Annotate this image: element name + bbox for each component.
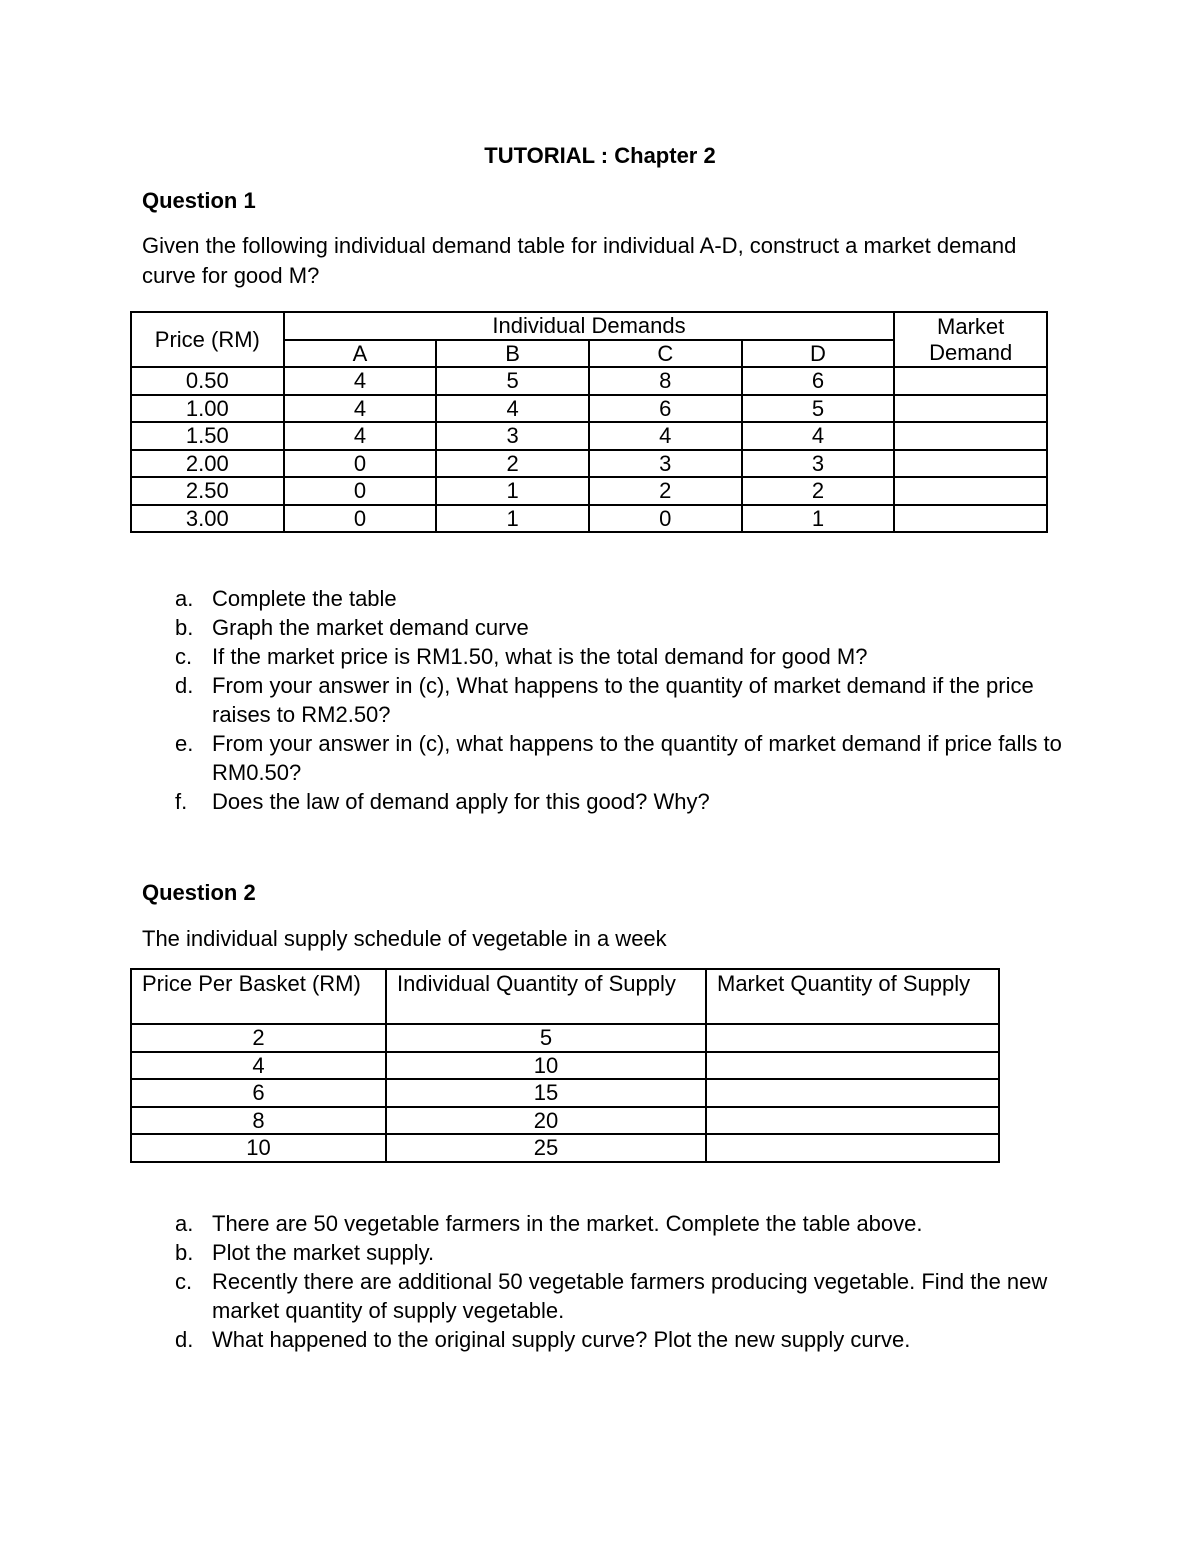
cell-a: 4 [284, 367, 437, 395]
cell-market [894, 367, 1047, 395]
list-marker: f. [175, 789, 188, 814]
market-quantity-header: Market Quantity of Supply [706, 969, 999, 1024]
list-item [172, 1325, 1072, 1354]
cell-individual: 5 [386, 1024, 706, 1052]
price-header: Price (RM) [131, 312, 284, 367]
list-marker: c. [175, 644, 193, 669]
list-item [172, 671, 1072, 729]
list-text: There are 50 vegetable farmers in the market. Complete the table above. [212, 1211, 923, 1236]
cell-d: 2 [742, 477, 895, 505]
list-text: From your answer in (c), what happens to the quantity of market demand if price falls to RM0.50? [212, 731, 1062, 785]
table-row [131, 1134, 999, 1162]
list-marker: c. [175, 1269, 193, 1294]
question-1-items [172, 584, 1072, 816]
cell-d: 4 [742, 422, 895, 450]
question-1-heading: Question 1 [142, 188, 256, 213]
cell-price: 6 [131, 1079, 386, 1107]
cell-b: 1 [436, 477, 589, 505]
cell-a: 0 [284, 477, 437, 505]
cell-d: 5 [742, 395, 895, 423]
cell-c: 6 [589, 395, 742, 423]
list-item [172, 613, 1072, 642]
col-header-d: D [742, 340, 895, 368]
cell-individual: 15 [386, 1079, 706, 1107]
cell-price: 1.50 [131, 422, 284, 450]
cell-price: 2 [131, 1024, 386, 1052]
cell-individual: 20 [386, 1107, 706, 1135]
cell-c: 3 [589, 450, 742, 478]
supply-table [130, 968, 1000, 1163]
list-marker: b. [175, 1240, 194, 1265]
cell-a: 0 [284, 450, 437, 478]
col-header-c: C [589, 340, 742, 368]
cell-market [706, 1079, 999, 1107]
table-row [131, 477, 1047, 505]
list-text: If the market price is RM1.50, what is the total demand for good M? [212, 644, 868, 669]
list-marker: d. [175, 1327, 194, 1352]
table-row [131, 1024, 999, 1052]
list-item [172, 642, 1072, 671]
cell-price: 0.50 [131, 367, 284, 395]
list-text: Does the law of demand apply for this good? Why? [212, 789, 710, 814]
question-2-items [172, 1209, 1072, 1354]
cell-market [894, 505, 1047, 533]
cell-c: 0 [589, 505, 742, 533]
table-row [131, 422, 1047, 450]
col-header-b: B [436, 340, 589, 368]
cell-market [706, 1024, 999, 1052]
list-item [172, 1267, 1072, 1325]
page-title: TUTORIAL : Chapter 2 [484, 143, 716, 168]
cell-price: 2.00 [131, 450, 284, 478]
cell-c: 2 [589, 477, 742, 505]
individual-demands-header: Individual Demands [284, 312, 895, 340]
list-marker: a. [175, 1211, 194, 1236]
cell-c: 8 [589, 367, 742, 395]
cell-d: 1 [742, 505, 895, 533]
cell-price: 4 [131, 1052, 386, 1080]
cell-a: 4 [284, 395, 437, 423]
cell-market [894, 422, 1047, 450]
list-marker: d. [175, 673, 194, 698]
list-item [172, 584, 1072, 613]
individual-quantity-header: Individual Quantity of Supply [386, 969, 706, 1024]
cell-market [706, 1052, 999, 1080]
cell-individual: 10 [386, 1052, 706, 1080]
list-text: Complete the table [212, 586, 397, 611]
list-text: Plot the market supply. [212, 1240, 435, 1265]
price-per-basket-header: Price Per Basket (RM) [131, 969, 386, 1024]
question-1-intro: Given the following individual demand table for individual A-D, construct a market demand curve for good M? [142, 233, 1017, 288]
cell-b: 2 [436, 450, 589, 478]
cell-b: 1 [436, 505, 589, 533]
list-text: From your answer in (c), What happens to the quantity of market demand if the price raises to RM2.50? [212, 673, 1034, 727]
cell-market [894, 450, 1047, 478]
cell-market [706, 1107, 999, 1135]
table-row [131, 1079, 999, 1107]
cell-market [706, 1134, 999, 1162]
cell-market [894, 395, 1047, 423]
list-marker: e. [175, 731, 194, 756]
cell-price: 1.00 [131, 395, 284, 423]
list-item [172, 787, 1072, 816]
cell-b: 3 [436, 422, 589, 450]
cell-price: 2.50 [131, 477, 284, 505]
cell-price: 8 [131, 1107, 386, 1135]
table-row [131, 395, 1047, 423]
cell-market [894, 477, 1047, 505]
list-text: What happened to the original supply curve? Plot the new supply curve. [212, 1327, 911, 1352]
demand-table [130, 311, 1048, 533]
list-text: Graph the market demand curve [212, 615, 529, 640]
list-marker: b. [175, 615, 194, 640]
table-row [131, 450, 1047, 478]
cell-price: 3.00 [131, 505, 284, 533]
table-row [131, 1107, 999, 1135]
question-2-heading: Question 2 [142, 880, 256, 905]
list-marker: a. [175, 586, 194, 611]
question-2-intro: The individual supply schedule of vegetable in a week [142, 926, 667, 951]
list-text: Recently there are additional 50 vegetable farmers producing vegetable. Find the new market quantity of supply vegetable. [212, 1269, 1048, 1323]
cell-price: 10 [131, 1134, 386, 1162]
cell-d: 6 [742, 367, 895, 395]
cell-c: 4 [589, 422, 742, 450]
list-item [172, 1238, 1072, 1267]
table-row [131, 367, 1047, 395]
cell-a: 0 [284, 505, 437, 533]
cell-b: 4 [436, 395, 589, 423]
list-item [172, 1209, 1072, 1238]
table-row [131, 505, 1047, 533]
cell-a: 4 [284, 422, 437, 450]
market-demand-header: Market Demand [894, 312, 1047, 367]
table-row [131, 1052, 999, 1080]
cell-d: 3 [742, 450, 895, 478]
list-item [172, 729, 1072, 787]
cell-b: 5 [436, 367, 589, 395]
col-header-a: A [284, 340, 437, 368]
cell-individual: 25 [386, 1134, 706, 1162]
